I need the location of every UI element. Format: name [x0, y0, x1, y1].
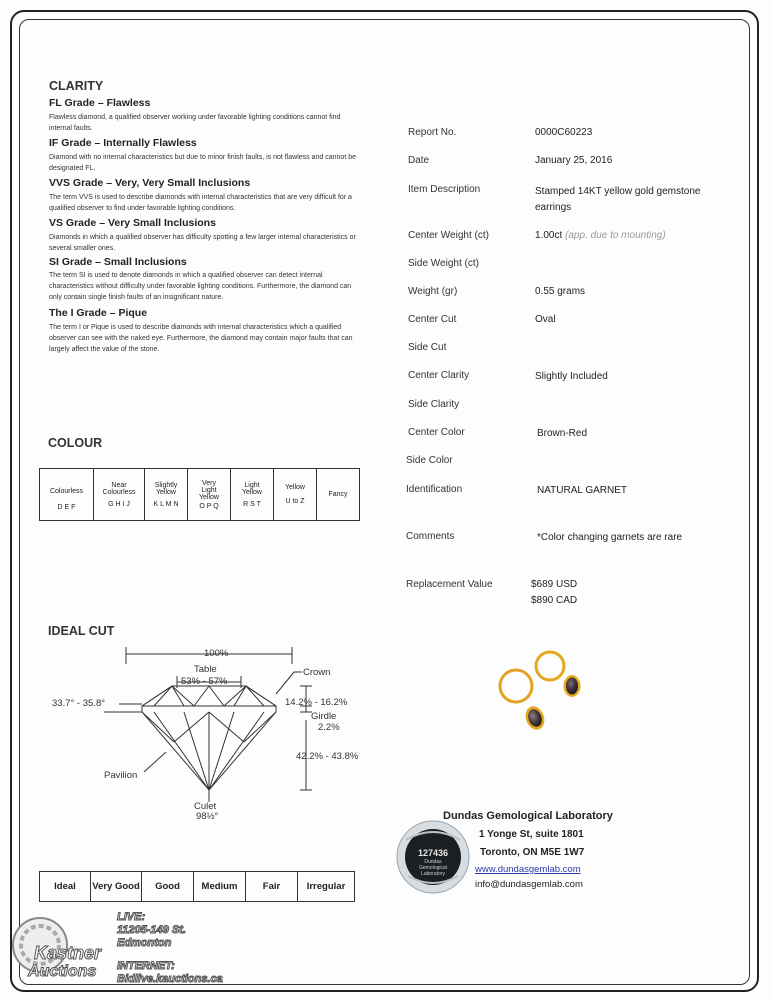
report-row-value: Brown-Red — [537, 428, 588, 439]
earrings-photo — [488, 646, 598, 736]
cut-grade-cell: Ideal — [40, 872, 91, 902]
watermark-internet-url[interactable]: Bidlive.kauctions.ca — [117, 973, 223, 985]
report-row-label: Side Clarity — [408, 399, 460, 410]
cut-girdle-pct: 2.2% — [318, 722, 340, 733]
report-row-label: Side Color — [406, 455, 453, 466]
clarity-grade-desc: Diamonds in which a qualified observer has difficulty spotting a few larger internal characteristics or several smaller ones. — [49, 234, 356, 252]
report-row-value: 0000C60223 — [535, 127, 593, 138]
report-row-value: 0.55 grams — [535, 286, 586, 297]
center-weight-note: (app. due to mounting) — [565, 230, 666, 241]
colour-cell — [317, 469, 360, 521]
hologram-seal — [394, 818, 472, 896]
cut-width-label: 100% — [204, 648, 229, 659]
colour-name: Fancy — [328, 491, 348, 498]
lab-email: info@dundasgemlab.com — [475, 879, 583, 890]
report-row-value: NATURAL GARNET — [537, 485, 628, 496]
lab-address-line1: 1 Yonge St, suite 1801 — [479, 829, 584, 840]
cut-grade-cell: Fair — [246, 872, 298, 902]
cut-pavilion-label: Pavilion — [104, 770, 138, 781]
colour-grades: D E F — [57, 504, 76, 511]
colour-name: Slightly Yellow — [154, 481, 178, 496]
colour-cell — [145, 469, 188, 521]
clarity-grade-desc: Diamond with no internal characteristics but due to minor finish faults, is not flawless and cannot be designated FL. — [49, 154, 356, 172]
cut-pavilion-depth: 42.2% - 43.8% — [296, 751, 359, 762]
cut-grade-cell: Good — [142, 872, 194, 902]
report-row-label: Center Clarity — [408, 370, 470, 381]
colour-cell — [188, 469, 231, 521]
report-row-label: Side Cut — [408, 342, 447, 353]
cut-girdle-label: Girdle — [311, 711, 337, 722]
report-row-label: Center Weight (ct) — [408, 230, 489, 241]
watermark-live-address2: Edmonton — [117, 937, 172, 949]
colour-name: Light Yellow — [242, 481, 262, 496]
clarity-grade-desc: The term VVS is used to describe diamonds with internal characteristics that are very difficult for a qualified observer to find under favorable lighting conditions. — [49, 194, 352, 212]
clarity-grade-title: VVS Grade – Very, Very Small Inclusions — [49, 177, 251, 189]
clarity-grade-desc: The term SI is used to denote diamonds in which a qualified observer can detect internal characteristics without difficulty under favorable lighting conditions. Furthermore, the diamond can only contain single finish faults of an insignificant nature. — [49, 272, 352, 301]
cut-culet-label: Culet — [194, 801, 217, 812]
cut-grade-table — [39, 871, 355, 902]
report-row-value: Slightly Included — [535, 371, 608, 382]
report-row-label: Weight (gr) — [408, 286, 458, 297]
auction-brand-line2: Auctions — [28, 963, 97, 980]
report-row-value: Stamped 14KT yellow gold gemstone earrings — [535, 186, 701, 213]
report-row-value: $689 USD — [531, 579, 578, 590]
lab-address-line2: Toronto, ON M5E 1W7 — [480, 847, 585, 858]
report-row-label: Center Color — [408, 427, 465, 438]
clarity-grade-desc: The term I or Pique is used to describe diamonds with internal characteristics which a qualified observer can see with the naked eye. Furthermore, the diamond may contain major faults that can largely affect the value of the stone. — [49, 324, 353, 353]
report-row-label: Center Cut — [408, 314, 457, 325]
colour-heading: COLOUR — [48, 436, 103, 450]
clarity-grade-desc: Flawless diamond, a qualified observer working under favorable lighting conditions cannot find internal faults. — [49, 114, 341, 132]
colour-cell — [274, 469, 317, 521]
report-row-value: January 25, 2016 — [535, 155, 613, 166]
report-row-value: Oval — [535, 314, 556, 325]
colour-cell — [40, 469, 94, 521]
cut-grade-cell: Medium — [194, 872, 246, 902]
watermark-live-address1: 11205-149 St. — [117, 924, 186, 936]
cut-crown-height: 14.2% - 16.2% — [285, 697, 348, 708]
clarity-grade-title: VS Grade – Very Small Inclusions — [49, 217, 216, 229]
seal-text: Dundas Gemological Laboratory — [419, 859, 447, 877]
clarity-grade-title: FL Grade – Flawless — [49, 97, 151, 109]
colour-scale-table — [39, 468, 360, 521]
colour-grades: G H I J — [108, 500, 130, 508]
report-row-label: Identification — [406, 484, 463, 495]
clarity-heading: CLARITY — [49, 79, 104, 93]
report-row-label: Side Weight (ct) — [408, 258, 479, 269]
report-row-value: *Color changing garnets are rare — [537, 532, 683, 543]
clarity-grade-title: IF Grade – Internally Flawless — [49, 137, 197, 149]
ideal-cut-heading: IDEAL CUT — [48, 624, 115, 638]
colour-name: Yellow — [285, 484, 305, 491]
watermark-live-label: LIVE: — [117, 911, 146, 923]
cut-culet-pct: 98½° — [196, 811, 219, 822]
report-row-value-2: $890 CAD — [531, 595, 578, 606]
colour-grades: U to Z — [285, 498, 305, 505]
report-row-label: Report No. — [408, 127, 457, 138]
report-row-value — [535, 230, 666, 241]
report-row-label: Date — [408, 155, 430, 166]
lab-website-link[interactable]: www.dundasgemlab.com — [475, 864, 581, 875]
colour-grades: R S T — [243, 500, 261, 508]
colour-name: Very Light Yellow — [199, 479, 219, 501]
center-weight-value: 1.00ct — [535, 230, 563, 241]
report-row-label: Comments — [406, 531, 455, 542]
cut-table-label: Table — [194, 664, 217, 675]
cut-grade-cell: Very Good — [91, 872, 142, 902]
clarity-grade-title: SI Grade – Small Inclusions — [49, 256, 187, 268]
report-row-label: Item Description — [408, 184, 481, 195]
auction-logo — [8, 915, 110, 987]
lab-name: Dundas Gemological Laboratory — [443, 810, 613, 822]
colour-cell — [231, 469, 274, 521]
colour-cell — [94, 469, 145, 521]
report-row-label: Replacement Value — [406, 579, 493, 590]
colour-grades: O P Q — [199, 502, 219, 510]
seal-number: 127436 — [417, 848, 449, 858]
clarity-grade-title: The I Grade – Pique — [49, 307, 148, 319]
colour-grades: K L M N — [153, 500, 179, 508]
auction-brand-line1: Kastner — [34, 943, 102, 963]
cut-table-range: 53% - 57% — [181, 676, 228, 687]
colour-name: Near Colourless — [102, 481, 136, 496]
cut-crown-angle: 33.7° - 35.8° — [52, 698, 106, 709]
watermark-internet-label: INTERNET: — [117, 960, 175, 972]
colour-name: Colourless — [49, 488, 84, 495]
cut-crown-label: Crown — [303, 667, 331, 678]
cut-grade-cell: Irregular — [298, 872, 355, 902]
